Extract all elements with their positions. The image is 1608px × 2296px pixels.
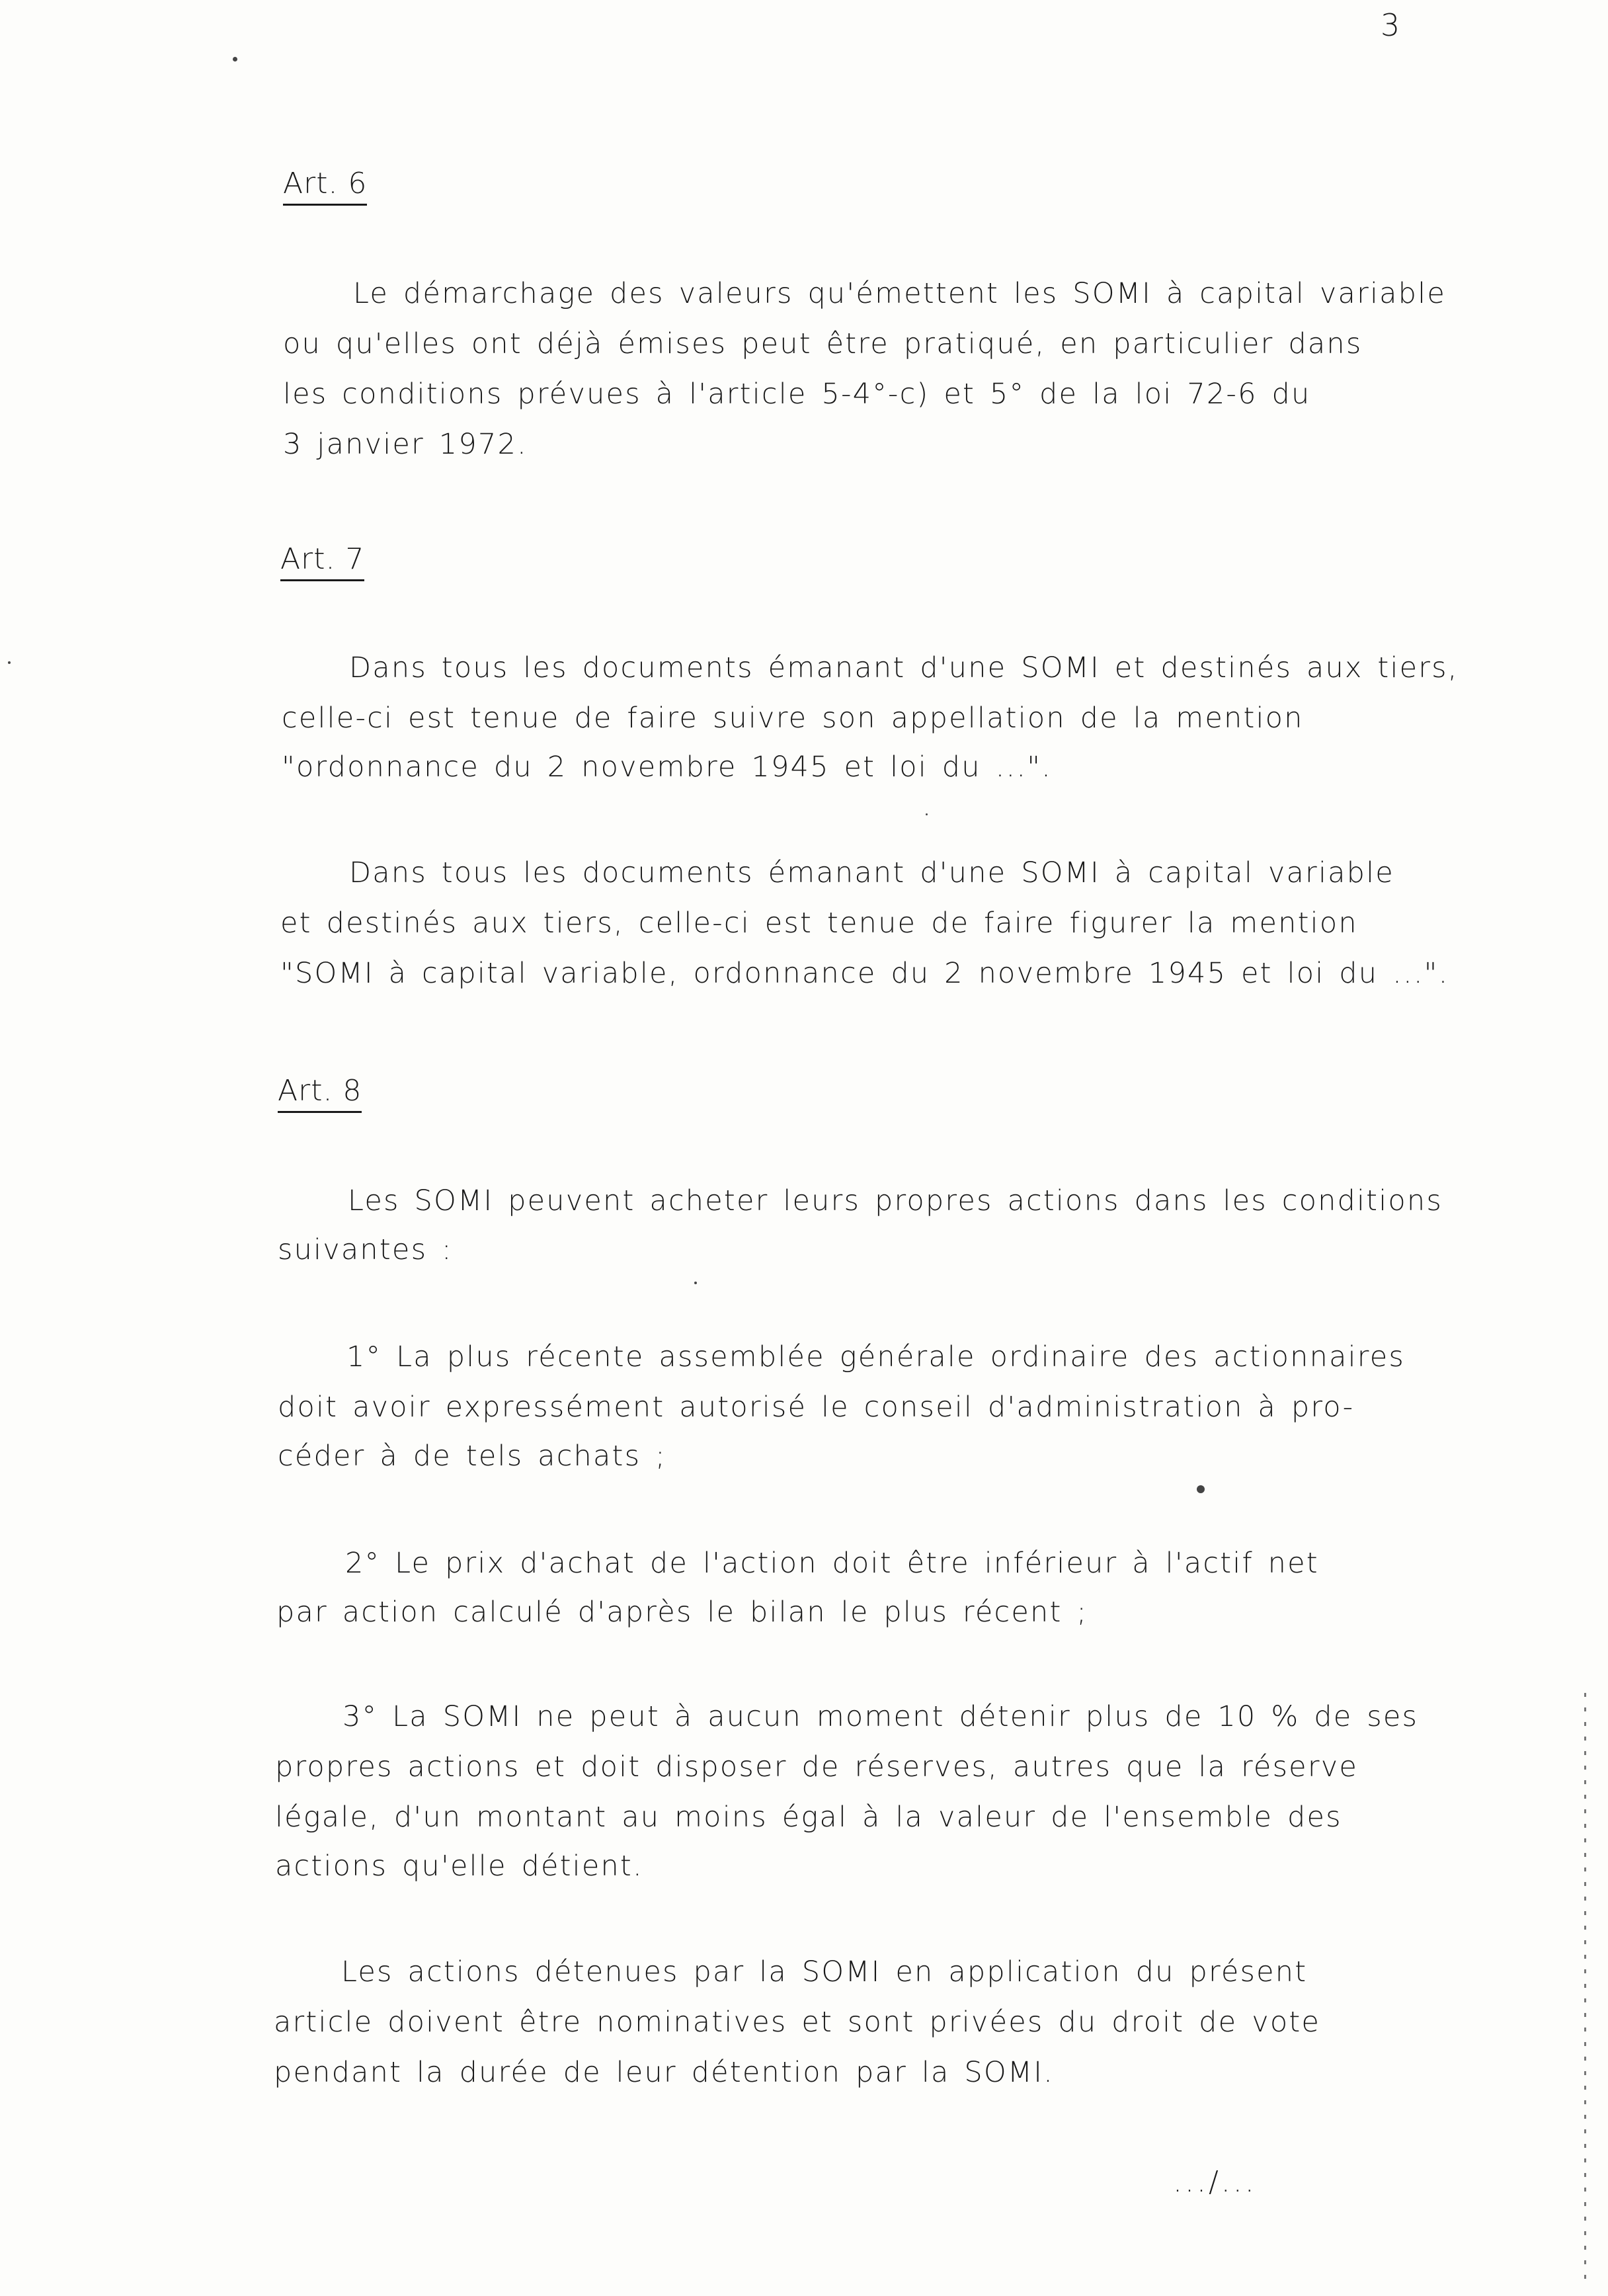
art7-p1-line-1: Dans tous les documents émanant d'une SOMI et destinés aux tiers, xyxy=(349,651,1459,684)
art7-p1-line-3: "ordonnance du 2 novembre 1945 et loi du ...". xyxy=(282,751,1053,784)
art8-item1-line-1: 1° La plus récente assemblée générale ordinaire des actionnaires xyxy=(346,1340,1405,1374)
art8-item2-line-2: par action calculé d'après le bilan le plus récent ; xyxy=(276,1596,1088,1629)
art6-line-1: Le démarchage des valeurs qu'émettent les SOMI à capital variable xyxy=(353,277,1446,310)
art8-item3-line-3: légale, d'un montant au moins égal à la valeur de l'ensemble des xyxy=(275,1801,1342,1834)
art8-item3-line-4: actions qu'elle détient. xyxy=(275,1850,643,1883)
art6-heading: Art. 6 xyxy=(283,164,367,206)
art8-closing-line-1: Les actions détenues par la SOMI en application du présent xyxy=(341,1955,1308,1988)
scan-speck xyxy=(233,57,237,62)
art7-p2-line-1: Dans tous les documents émanant d'une SOMI à capital variable xyxy=(349,856,1394,889)
art6-line-4: 3 janvier 1972. xyxy=(283,428,528,461)
art7-heading: Art. 7 xyxy=(280,540,364,581)
art8-item1-line-2: doit avoir expressément autorisé le conseil d'administration à pro- xyxy=(278,1391,1355,1424)
art8-item3-line-2: propres actions et doit disposer de réserves, autres que la réserve xyxy=(275,1750,1359,1784)
art7-p2-line-3: "SOMI à capital variable, ordonnance du 2 novembre 1945 et loi du ...". xyxy=(280,957,1449,990)
art6-line-3: les conditions prévues à l'article 5-4°-c) et 5° de la loi 72-6 du xyxy=(283,378,1311,411)
art8-closing-line-2: article doivent être nominatives et sont privées du droit de vote xyxy=(274,2006,1321,2039)
scan-speck xyxy=(694,1282,697,1284)
scan-speck xyxy=(8,661,11,664)
scan-speck xyxy=(926,813,928,815)
art8-intro-line-1: Les SOMI peuvent acheter leurs propres actions dans les conditions xyxy=(348,1184,1443,1217)
art8-item1-line-3: céder à de tels achats ; xyxy=(278,1440,666,1473)
art7-p2-line-2: et destinés aux tiers, celle-ci est tenue de faire figurer la mention xyxy=(280,907,1358,940)
art6-line-2: ou qu'elles ont déjà émises peut être pratiqué, en particulier dans xyxy=(283,327,1363,360)
scan-edge-artifact xyxy=(1584,1693,1586,2288)
art8-closing-line-3: pendant la durée de leur détention par la SOMI. xyxy=(274,2056,1054,2089)
page-number: 3 xyxy=(1381,7,1400,43)
art7-p1-line-2: celle-ci est tenue de faire suivre son appellation de la mention xyxy=(282,702,1304,735)
art8-intro-line-2: suivantes : xyxy=(278,1233,453,1266)
art8-item2-line-1: 2° Le prix d'achat de l'action doit être inférieur à l'actif net xyxy=(345,1547,1319,1580)
continuation-mark: .../... xyxy=(1173,2165,1257,2199)
art8-heading: Art. 8 xyxy=(278,1071,362,1113)
art8-item3-line-1: 3° La SOMI ne peut à aucun moment détenir plus de 10 % de ses xyxy=(342,1700,1419,1733)
scan-speck xyxy=(1197,1485,1205,1493)
